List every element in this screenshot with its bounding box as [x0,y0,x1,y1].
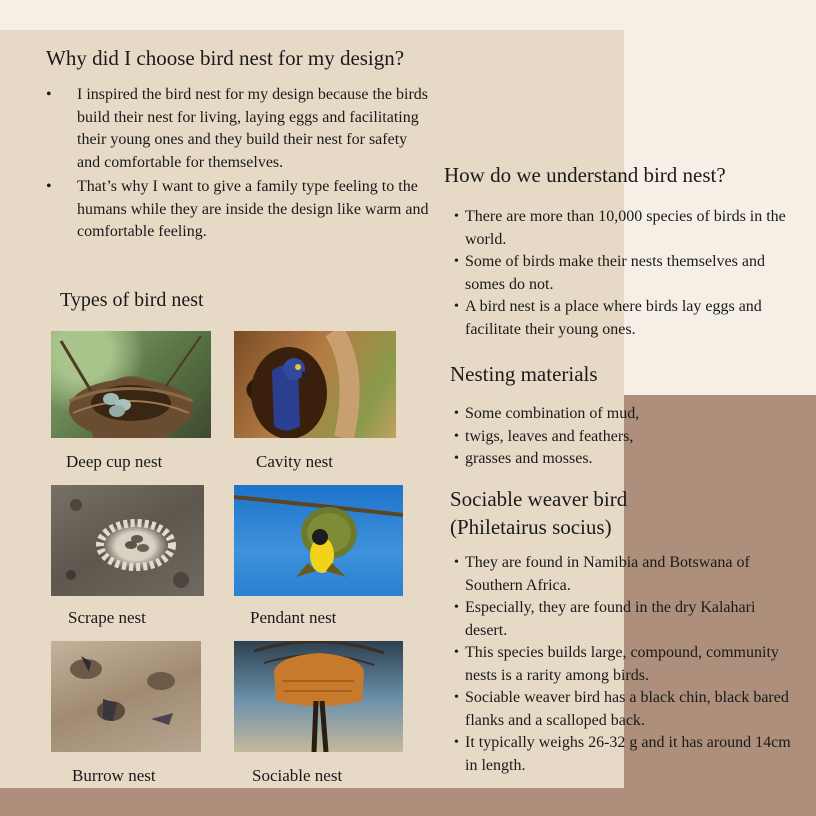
burrow-nest-photo [51,641,201,752]
weaver-bullet: • Sociable weaver bird has a black chin, black bared flanks and a scalloped back. [450,687,800,732]
weaver-bullet: • It typically weighs 26-32 g and it has around 14cm in length. [450,732,800,777]
weaver-bullet-list [450,552,800,777]
scrape-nest-photo [51,485,204,596]
understand-bullet: • There are more than 10,000 species of birds in the world. [450,206,790,251]
weaver-title: Sociable weaver bird [450,487,628,511]
materials-bullet: • Some combination of mud, [450,403,750,426]
understand-bullet: • A bird nest is a place where birds lay eggs and facilitate their young ones. [450,296,790,341]
intro-bullet-list [46,84,431,246]
types-title: Types of bird nest [60,289,204,311]
materials-bullet-list [450,403,750,471]
pendant-nest-photo [234,485,403,596]
weaver-bullet: • This species builds large, compound, community nests is a rarity among birds. [450,642,800,687]
cavity-nest-photo [234,331,396,438]
materials-bullet: • grasses and mosses. [450,448,750,471]
background-top-strip [0,0,816,30]
nest-type-caption: Cavity nest [256,452,333,471]
understand-bullet-list [450,206,790,341]
deep-cup-nest-photo [51,331,211,438]
background-brown-bottom [0,788,624,816]
weaver-bullet: • Especially, they are found in the dry Kalahari desert. [450,597,800,642]
sociable-nest-photo [234,641,403,752]
intro-title: Why did I choose bird nest for my design? [46,46,405,70]
intro-bullet: • I inspired the bird nest for my design because the birds build their nest for living, laying eggs and facilitating their young ones and they build their nest for safety and comfortable for themselves. [46,84,431,174]
nest-type-caption: Pendant nest [250,608,337,627]
nest-type-caption: Deep cup nest [66,452,163,471]
nest-type-caption: Scrape nest [68,608,146,627]
understand-bullet: • Some of birds make their nests themselves and somes do not. [450,251,790,296]
weaver-bullet: • They are found in Namibia and Botswana of Southern Africa. [450,552,800,597]
materials-bullet: • twigs, leaves and feathers, [450,426,750,449]
materials-title: Nesting materials [450,362,598,386]
weaver-subtitle: (Philetairus socius) [450,515,612,539]
intro-bullet: • That’s why I want to give a family type feeling to the humans while they are inside the design like warm and comfortable feeling. [46,176,431,244]
nest-type-caption: Sociable nest [252,766,343,785]
understand-title: How do we understand bird nest? [444,163,726,187]
nest-type-caption: Burrow nest [72,766,156,785]
